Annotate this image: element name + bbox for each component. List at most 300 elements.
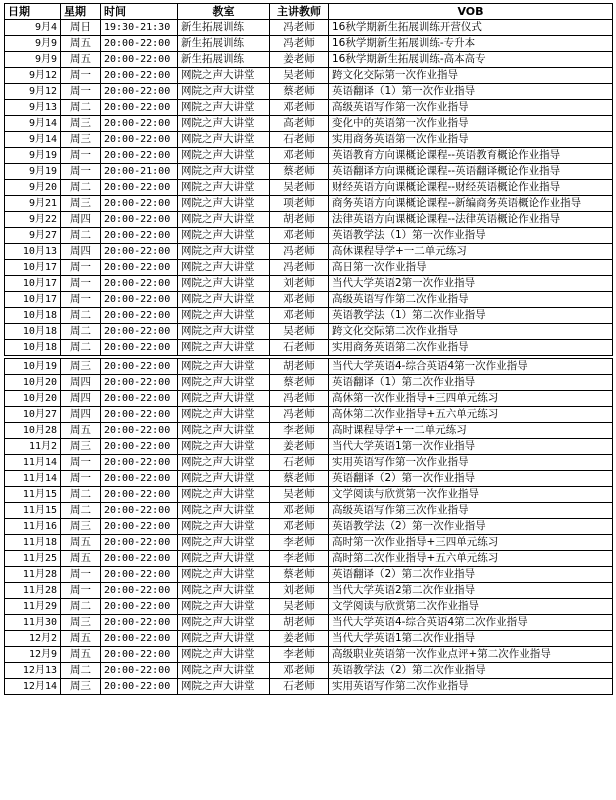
cell-classroom: 网院之声大讲堂	[178, 260, 270, 276]
cell-classroom: 新生拓展训练	[178, 52, 270, 68]
cell-time: 20:00-22:00	[101, 132, 178, 148]
cell-teacher: 李老师	[270, 551, 329, 567]
cell-date: 11月2	[5, 439, 61, 455]
table-row	[5, 487, 613, 503]
cell-weekday: 周五	[61, 631, 101, 647]
header-weekday: 星期	[61, 4, 101, 20]
cell-time: 20:00-22:00	[101, 567, 178, 583]
cell-date: 11月25	[5, 551, 61, 567]
cell-weekday: 周一	[61, 292, 101, 308]
cell-classroom: 网院之声大讲堂	[178, 631, 270, 647]
cell-teacher: 吴老师	[270, 180, 329, 196]
cell-weekday: 周五	[61, 36, 101, 52]
cell-teacher: 蔡老师	[270, 567, 329, 583]
cell-classroom: 网院之声大讲堂	[178, 228, 270, 244]
cell-date: 12月2	[5, 631, 61, 647]
cell-date: 9月21	[5, 196, 61, 212]
cell-vob: 实用商务英语第二次作业指导	[329, 340, 613, 356]
cell-vob: 高级职业英语第一次作业点评+第二次作业指导	[329, 647, 613, 663]
cell-vob: 16秋学期新生拓展训练-高本高专	[329, 52, 613, 68]
cell-weekday: 周五	[61, 551, 101, 567]
cell-weekday: 周五	[61, 52, 101, 68]
cell-classroom: 网院之声大讲堂	[178, 615, 270, 631]
table-row	[5, 391, 613, 407]
cell-vob: 实用英语写作第一次作业指导	[329, 455, 613, 471]
header-date: 日期	[5, 4, 61, 20]
cell-vob: 高休课程导学+一二单元练习	[329, 244, 613, 260]
cell-weekday: 周四	[61, 391, 101, 407]
table-row	[5, 148, 613, 164]
table-row	[5, 599, 613, 615]
cell-time: 20:00-22:00	[101, 340, 178, 356]
cell-time: 20:00-22:00	[101, 244, 178, 260]
table-row	[5, 471, 613, 487]
cell-weekday: 周二	[61, 324, 101, 340]
cell-classroom: 网院之声大讲堂	[178, 599, 270, 615]
cell-teacher: 蔡老师	[270, 84, 329, 100]
cell-date: 11月16	[5, 519, 61, 535]
table-row	[5, 439, 613, 455]
cell-teacher: 胡老师	[270, 359, 329, 375]
header-row	[5, 4, 613, 20]
cell-date: 10月19	[5, 359, 61, 375]
cell-date: 11月29	[5, 599, 61, 615]
cell-classroom: 网院之声大讲堂	[178, 100, 270, 116]
cell-date: 10月18	[5, 324, 61, 340]
cell-time: 20:00-22:00	[101, 519, 178, 535]
cell-date: 11月14	[5, 471, 61, 487]
cell-teacher: 吴老师	[270, 68, 329, 84]
cell-time: 20:00-22:00	[101, 471, 178, 487]
cell-weekday: 周一	[61, 164, 101, 180]
cell-weekday: 周一	[61, 583, 101, 599]
cell-vob: 英语教学法（1）第二次作业指导	[329, 308, 613, 324]
table-row	[5, 164, 613, 180]
cell-time: 20:00-22:00	[101, 423, 178, 439]
cell-weekday: 周二	[61, 599, 101, 615]
cell-teacher: 姜老师	[270, 52, 329, 68]
cell-classroom: 网院之声大讲堂	[178, 164, 270, 180]
cell-date: 10月18	[5, 340, 61, 356]
cell-vob: 英语教学法（2）第一次作业指导	[329, 519, 613, 535]
header-classroom: 教室	[178, 4, 270, 20]
cell-date: 9月12	[5, 68, 61, 84]
table-row	[5, 180, 613, 196]
table-row	[5, 679, 613, 695]
cell-time: 20:00-22:00	[101, 647, 178, 663]
cell-time: 20:00-22:00	[101, 359, 178, 375]
cell-teacher: 李老师	[270, 423, 329, 439]
cell-weekday: 周五	[61, 535, 101, 551]
cell-time: 20:00-22:00	[101, 196, 178, 212]
table-row	[5, 228, 613, 244]
table-row	[5, 244, 613, 260]
table-row	[5, 84, 613, 100]
cell-time: 20:00-22:00	[101, 551, 178, 567]
table-row	[5, 36, 613, 52]
cell-weekday: 周二	[61, 503, 101, 519]
cell-date: 9月27	[5, 228, 61, 244]
cell-teacher: 蔡老师	[270, 471, 329, 487]
cell-vob: 16秋学期新生拓展训练开营仪式	[329, 20, 613, 36]
cell-time: 20:00-22:00	[101, 439, 178, 455]
cell-time: 19:30-21:30	[101, 20, 178, 36]
cell-classroom: 网院之声大讲堂	[178, 132, 270, 148]
cell-time: 20:00-22:00	[101, 36, 178, 52]
cell-classroom: 网院之声大讲堂	[178, 196, 270, 212]
table-row	[5, 308, 613, 324]
cell-vob: 英语翻译方向课概论课程--英语翻译概论作业指导	[329, 164, 613, 180]
cell-teacher: 冯老师	[270, 260, 329, 276]
cell-classroom: 网院之声大讲堂	[178, 663, 270, 679]
cell-weekday: 周三	[61, 679, 101, 695]
cell-weekday: 周三	[61, 132, 101, 148]
cell-date: 9月4	[5, 20, 61, 36]
header-teacher: 主讲教师	[270, 4, 329, 20]
cell-weekday: 周日	[61, 20, 101, 36]
cell-vob: 高日第一次作业指导	[329, 260, 613, 276]
table-row	[5, 647, 613, 663]
cell-weekday: 周三	[61, 615, 101, 631]
cell-weekday: 周二	[61, 180, 101, 196]
cell-classroom: 新生拓展训练	[178, 20, 270, 36]
cell-classroom: 网院之声大讲堂	[178, 487, 270, 503]
cell-time: 20:00-22:00	[101, 292, 178, 308]
cell-teacher: 冯老师	[270, 407, 329, 423]
cell-time: 20:00-22:00	[101, 180, 178, 196]
cell-vob: 英语翻译（2）第二次作业指导	[329, 567, 613, 583]
cell-weekday: 周二	[61, 228, 101, 244]
cell-classroom: 网院之声大讲堂	[178, 423, 270, 439]
cell-date: 9月9	[5, 36, 61, 52]
cell-vob: 英语翻译（2）第一次作业指导	[329, 471, 613, 487]
cell-classroom: 网院之声大讲堂	[178, 308, 270, 324]
cell-time: 20:00-22:00	[101, 84, 178, 100]
cell-date: 9月20	[5, 180, 61, 196]
cell-weekday: 周三	[61, 116, 101, 132]
table-row	[5, 359, 613, 375]
table-row	[5, 583, 613, 599]
cell-teacher: 蔡老师	[270, 164, 329, 180]
cell-weekday: 周一	[61, 260, 101, 276]
cell-teacher: 蔡老师	[270, 375, 329, 391]
cell-time: 20:00-22:00	[101, 52, 178, 68]
cell-weekday: 周一	[61, 68, 101, 84]
cell-weekday: 周一	[61, 455, 101, 471]
cell-vob: 实用商务英语第一次作业指导	[329, 132, 613, 148]
cell-date: 10月18	[5, 308, 61, 324]
cell-time: 20:00-22:00	[101, 260, 178, 276]
cell-time: 20:00-22:00	[101, 599, 178, 615]
table-row	[5, 503, 613, 519]
cell-weekday: 周四	[61, 375, 101, 391]
table-row	[5, 407, 613, 423]
schedule-document	[4, 3, 613, 695]
cell-vob: 当代大学英语2第一次作业指导	[329, 276, 613, 292]
cell-date: 12月14	[5, 679, 61, 695]
cell-classroom: 网院之声大讲堂	[178, 439, 270, 455]
cell-date: 9月19	[5, 164, 61, 180]
cell-time: 20:00-21:00	[101, 164, 178, 180]
table-row	[5, 615, 613, 631]
cell-teacher: 邓老师	[270, 148, 329, 164]
table-row	[5, 276, 613, 292]
cell-teacher: 邓老师	[270, 503, 329, 519]
cell-vob: 跨文化交际第二次作业指导	[329, 324, 613, 340]
table-row	[5, 196, 613, 212]
cell-time: 20:00-22:00	[101, 116, 178, 132]
cell-teacher: 冯老师	[270, 36, 329, 52]
cell-classroom: 网院之声大讲堂	[178, 567, 270, 583]
cell-classroom: 网院之声大讲堂	[178, 212, 270, 228]
cell-vob: 英语教育方向课概论课程--英语教育概论作业指导	[329, 148, 613, 164]
cell-teacher: 吴老师	[270, 324, 329, 340]
cell-classroom: 新生拓展训练	[178, 36, 270, 52]
cell-teacher: 邓老师	[270, 519, 329, 535]
cell-time: 20:00-22:00	[101, 455, 178, 471]
header-time: 时间	[101, 4, 178, 20]
cell-vob: 高时第二次作业指导+五六单元练习	[329, 551, 613, 567]
header-vob: VOB	[329, 4, 613, 20]
cell-vob: 文学阅读与欣赏第二次作业指导	[329, 599, 613, 615]
table-row	[5, 631, 613, 647]
cell-weekday: 周三	[61, 519, 101, 535]
cell-classroom: 网院之声大讲堂	[178, 391, 270, 407]
table-row	[5, 68, 613, 84]
cell-teacher: 高老师	[270, 116, 329, 132]
cell-date: 11月18	[5, 535, 61, 551]
table-row	[5, 567, 613, 583]
cell-date: 9月14	[5, 132, 61, 148]
cell-teacher: 李老师	[270, 647, 329, 663]
cell-time: 20:00-22:00	[101, 228, 178, 244]
cell-weekday: 周二	[61, 487, 101, 503]
cell-weekday: 周二	[61, 663, 101, 679]
cell-classroom: 网院之声大讲堂	[178, 407, 270, 423]
cell-vob: 当代大学英语4-综合英语4第一次作业指导	[329, 359, 613, 375]
table-row	[5, 212, 613, 228]
table-row	[5, 535, 613, 551]
cell-teacher: 胡老师	[270, 212, 329, 228]
cell-weekday: 周一	[61, 471, 101, 487]
cell-vob: 高时第一次作业指导+三四单元练习	[329, 535, 613, 551]
cell-weekday: 周二	[61, 100, 101, 116]
table-row	[5, 455, 613, 471]
cell-classroom: 网院之声大讲堂	[178, 116, 270, 132]
cell-time: 20:00-22:00	[101, 68, 178, 84]
cell-classroom: 网院之声大讲堂	[178, 551, 270, 567]
cell-weekday: 周二	[61, 340, 101, 356]
cell-vob: 当代大学英语1第一次作业指导	[329, 439, 613, 455]
cell-date: 10月17	[5, 260, 61, 276]
cell-weekday: 周三	[61, 359, 101, 375]
cell-time: 20:00-22:00	[101, 535, 178, 551]
table-row	[5, 100, 613, 116]
cell-date: 11月15	[5, 503, 61, 519]
cell-teacher: 邓老师	[270, 308, 329, 324]
cell-date: 9月22	[5, 212, 61, 228]
cell-date: 9月14	[5, 116, 61, 132]
cell-date: 10月20	[5, 375, 61, 391]
cell-vob: 高级英语写作第三次作业指导	[329, 503, 613, 519]
table-row	[5, 324, 613, 340]
table-row	[5, 20, 613, 36]
cell-time: 20:00-22:00	[101, 324, 178, 340]
cell-date: 10月17	[5, 292, 61, 308]
cell-vob: 英语教学法（1）第一次作业指导	[329, 228, 613, 244]
cell-teacher: 石老师	[270, 455, 329, 471]
table-row	[5, 519, 613, 535]
cell-date: 11月28	[5, 567, 61, 583]
cell-classroom: 网院之声大讲堂	[178, 148, 270, 164]
cell-time: 20:00-22:00	[101, 148, 178, 164]
cell-date: 9月19	[5, 148, 61, 164]
cell-teacher: 吴老师	[270, 487, 329, 503]
cell-teacher: 邓老师	[270, 292, 329, 308]
table-row	[5, 375, 613, 391]
schedule-table	[4, 3, 613, 695]
cell-classroom: 网院之声大讲堂	[178, 375, 270, 391]
cell-date: 12月13	[5, 663, 61, 679]
cell-time: 20:00-22:00	[101, 583, 178, 599]
cell-date: 10月17	[5, 276, 61, 292]
cell-time: 20:00-22:00	[101, 391, 178, 407]
cell-teacher: 邓老师	[270, 228, 329, 244]
cell-classroom: 网院之声大讲堂	[178, 679, 270, 695]
table-row	[5, 292, 613, 308]
cell-teacher: 冯老师	[270, 20, 329, 36]
cell-classroom: 网院之声大讲堂	[178, 68, 270, 84]
cell-teacher: 冯老师	[270, 244, 329, 260]
cell-teacher: 吴老师	[270, 599, 329, 615]
cell-time: 20:00-22:00	[101, 375, 178, 391]
schedule-body	[5, 20, 613, 695]
cell-weekday: 周五	[61, 423, 101, 439]
table-row	[5, 116, 613, 132]
cell-time: 20:00-22:00	[101, 308, 178, 324]
cell-time: 20:00-22:00	[101, 212, 178, 228]
table-row	[5, 551, 613, 567]
cell-teacher: 刘老师	[270, 276, 329, 292]
cell-time: 20:00-22:00	[101, 679, 178, 695]
cell-classroom: 网院之声大讲堂	[178, 455, 270, 471]
cell-classroom: 网院之声大讲堂	[178, 503, 270, 519]
cell-teacher: 姜老师	[270, 631, 329, 647]
cell-time: 20:00-22:00	[101, 407, 178, 423]
cell-teacher: 胡老师	[270, 615, 329, 631]
cell-classroom: 网院之声大讲堂	[178, 84, 270, 100]
cell-vob: 16秋学期新生拓展训练-专升本	[329, 36, 613, 52]
cell-date: 10月28	[5, 423, 61, 439]
cell-vob: 文学阅读与欣赏第一次作业指导	[329, 487, 613, 503]
cell-classroom: 网院之声大讲堂	[178, 180, 270, 196]
cell-date: 10月27	[5, 407, 61, 423]
cell-time: 20:00-22:00	[101, 615, 178, 631]
cell-teacher: 邓老师	[270, 100, 329, 116]
cell-teacher: 石老师	[270, 679, 329, 695]
cell-date: 9月12	[5, 84, 61, 100]
cell-weekday: 周四	[61, 244, 101, 260]
cell-time: 20:00-22:00	[101, 276, 178, 292]
cell-weekday: 周二	[61, 308, 101, 324]
cell-classroom: 网院之声大讲堂	[178, 519, 270, 535]
cell-date: 11月30	[5, 615, 61, 631]
cell-date: 10月20	[5, 391, 61, 407]
cell-vob: 高时课程导学+一二单元练习	[329, 423, 613, 439]
table-row	[5, 260, 613, 276]
cell-classroom: 网院之声大讲堂	[178, 583, 270, 599]
cell-vob: 高休第一次作业指导+三四单元练习	[329, 391, 613, 407]
cell-vob: 实用英语写作第二次作业指导	[329, 679, 613, 695]
cell-teacher: 冯老师	[270, 391, 329, 407]
cell-classroom: 网院之声大讲堂	[178, 324, 270, 340]
cell-weekday: 周三	[61, 439, 101, 455]
cell-teacher: 刘老师	[270, 583, 329, 599]
cell-classroom: 网院之声大讲堂	[178, 340, 270, 356]
cell-date: 9月13	[5, 100, 61, 116]
cell-date: 11月14	[5, 455, 61, 471]
table-row	[5, 663, 613, 679]
cell-vob: 英语翻译（1）第一次作业指导	[329, 84, 613, 100]
table-row	[5, 423, 613, 439]
cell-vob: 高级英语写作第二次作业指导	[329, 292, 613, 308]
cell-date: 12月9	[5, 647, 61, 663]
cell-vob: 英语教学法（2）第二次作业指导	[329, 663, 613, 679]
cell-vob: 财经英语方向课概论课程--财经英语概论作业指导	[329, 180, 613, 196]
cell-vob: 商务英语方向课概论课程--新编商务英语概论作业指导	[329, 196, 613, 212]
cell-teacher: 石老师	[270, 340, 329, 356]
cell-time: 20:00-22:00	[101, 631, 178, 647]
cell-time: 20:00-22:00	[101, 487, 178, 503]
cell-teacher: 李老师	[270, 535, 329, 551]
cell-time: 20:00-22:00	[101, 663, 178, 679]
cell-classroom: 网院之声大讲堂	[178, 647, 270, 663]
table-row	[5, 132, 613, 148]
cell-date: 10月13	[5, 244, 61, 260]
cell-vob: 当代大学英语2第二次作业指导	[329, 583, 613, 599]
cell-time: 20:00-22:00	[101, 100, 178, 116]
cell-weekday: 周一	[61, 567, 101, 583]
cell-teacher: 项老师	[270, 196, 329, 212]
cell-weekday: 周四	[61, 407, 101, 423]
cell-weekday: 周一	[61, 148, 101, 164]
cell-date: 11月28	[5, 583, 61, 599]
cell-time: 20:00-22:00	[101, 503, 178, 519]
cell-weekday: 周四	[61, 212, 101, 228]
cell-classroom: 网院之声大讲堂	[178, 535, 270, 551]
cell-date: 11月15	[5, 487, 61, 503]
cell-vob: 高休第二次作业指导+五六单元练习	[329, 407, 613, 423]
cell-weekday: 周一	[61, 276, 101, 292]
cell-classroom: 网院之声大讲堂	[178, 471, 270, 487]
cell-classroom: 网院之声大讲堂	[178, 292, 270, 308]
cell-weekday: 周三	[61, 196, 101, 212]
cell-classroom: 网院之声大讲堂	[178, 276, 270, 292]
table-row	[5, 52, 613, 68]
cell-teacher: 姜老师	[270, 439, 329, 455]
cell-vob: 当代大学英语4-综合英语4第二次作业指导	[329, 615, 613, 631]
cell-vob: 法律英语方向课概论课程--法律英语概论作业指导	[329, 212, 613, 228]
cell-classroom: 网院之声大讲堂	[178, 244, 270, 260]
cell-teacher: 邓老师	[270, 663, 329, 679]
table-row	[5, 340, 613, 356]
cell-weekday: 周五	[61, 647, 101, 663]
cell-date: 9月9	[5, 52, 61, 68]
cell-vob: 高级英语写作第一次作业指导	[329, 100, 613, 116]
cell-teacher: 石老师	[270, 132, 329, 148]
cell-vob: 英语翻译（1）第二次作业指导	[329, 375, 613, 391]
cell-classroom: 网院之声大讲堂	[178, 359, 270, 375]
